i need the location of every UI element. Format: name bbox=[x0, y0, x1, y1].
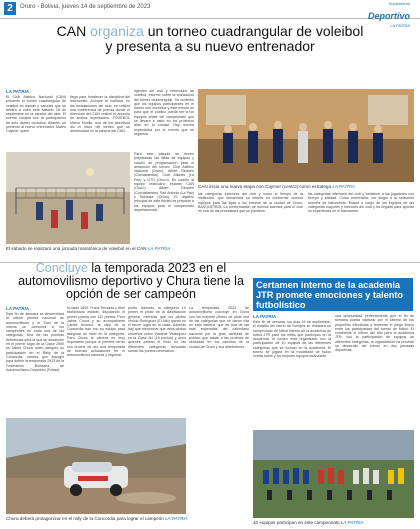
article-1-col-6: las categorías inferiores del club y fortalecer a los jugadores con tiempo y calidad. Como entrenador, los dirigió a la selección orureña de baloncesto. Estará a cargo de los equipos de las categorías mayores y menores del club y ha llegado para aportar su experiencia en el baloncesto. bbox=[308, 192, 414, 214]
logo-name: Deportivo bbox=[367, 11, 410, 21]
article-1-kicker: LA PATRIA bbox=[6, 89, 30, 94]
article-1-title-pre: CAN bbox=[56, 23, 91, 39]
page-number: 2 bbox=[4, 2, 16, 15]
dateline: Oruro - Bolivia, jueves 14 de septiembre de 2023 bbox=[20, 4, 151, 10]
volleyball-photo-image bbox=[6, 152, 130, 244]
article-2-col-1: Este fin de semana se desarrollará la última prueba nacional de automovilismo y el Saul de la misma se conocerá a los campeones en cada una de las categorías. Una de las pruebas definitorias será la que se desarrolle en el primer lugar de la Clase 2500 es Jaime Chura quien aseguró su participación en el Rally de la Concordia, carrera que escogió para definir la temporada 2023 de la Federación Boliviana de Automovilismo Deportivo (Febad). bbox=[6, 312, 64, 372]
article-2-kicker: LA PATRIA bbox=[6, 306, 30, 311]
article-3-col-2: una oportunidad perfectamente que el fin de semana pueda capturar por el talento de los pequeños futbolistas y fomentar el juego limpio entre los participantes del torneo de fútbol. El continente el último del año para la academia JTR; con la participación de equipos de diferentes categorías, la organización ha previsto un desarrollo del torneo en dos jornadas deportivas. bbox=[335, 314, 414, 353]
article-1-col-4: Para este sábado se tienen preparadas las listas de equipos y cuadro de programación para el desarrollo del torneo: Club Atlético Nacional (Oruro), Albert Einstein (Cochabamba), Club Atlantis (La Paz) y UTO (Oruro). En cuanto al equipo masculino estarán CAN (Oruro), Albert Einstein (Cochabamba), San Antonio (La Paz) y Ekklesia (Oruro). El objetivo principal de este torneo es preparar a los equipos para el campeonato departamental. bbox=[134, 152, 194, 212]
article-2-col-4: La temporada 2023 de automovilismo concluye en Oruro con los mejores pilotos de cada una de las categorías que se darán cita en esta carrera, que es una de las más esperadas del calendario nacional por la gran cantidad de público que asiste a las pruebas de velocidad en los caminos de la ciudad de Oruro y sus alrededores. bbox=[189, 306, 249, 349]
caption-text: CAN inicia una nueva etapa con Caymer (centro) como estratega bbox=[198, 184, 332, 189]
article-1-col-3: rigentes del club y entrenador de voleibol, informó sobre la realización del torneo cuadrangular. Se confirmó que los equipos participantes en el torneo son cochalos y este evento es para que el público pueda ver a los equipos antes del campeonato que se llevará a cabo en los próximos días en la ciudad. Hay mucha expectativa por el evento que se organiza. bbox=[134, 89, 194, 136]
rally-photo bbox=[6, 418, 186, 514]
caption-text: El sábado se realizará una jornada maratónica de voleibol en el CAN bbox=[6, 246, 147, 251]
article-3-kicker: LA PATRIA bbox=[253, 314, 277, 319]
team-photo bbox=[198, 89, 414, 182]
football-photo-caption bbox=[253, 520, 414, 525]
article-1-col-5: las categorías inferiores del club y como el tiempo de la institución, que demuestra su interés en conformar nuevos equipos para las ligas y los torneos de la ciudad de Oruro. BASQUETBOL La conformación de nuevos talentos para el club es una de las prioridades que se plantean. bbox=[198, 192, 303, 214]
football-photo-image bbox=[253, 430, 414, 518]
article-2-title-accent: Concluye bbox=[35, 261, 88, 275]
football-photo bbox=[253, 430, 414, 518]
caption-text: Chura deberá protagonizar en el rally de la Concordia para lograr el campeón bbox=[6, 516, 164, 521]
article-2-col-2: la clase 1600, Franz Terrazas y Abel Maldonado estarán disputando el primer puesto con 132 puntos. Pero Jaime Chura y su acompañante Carlos Alvarez, al rally de la Concordia irán con su equipo para asegurar su título en la categoría. Para Chura la carrera es muy importante porque le permite cerrar con broche de oro una temporada de buenas actuaciones en el automovilismo nacional y regional. bbox=[67, 306, 125, 358]
article-2-col-3: punto. Además, la categoría 1X primer el piloto de la clasificación general, mientras que los pilotos Vinicio Rodríguez (El Alto) quedó en el tercer lugar en la clase. Además hay que mencionar que otros pilotos orureños como Vladimir Velásquez en la Clase N4 (16 puntos) y otros quienes pelean el título en las diferentes categorías buscarán sumar los puntos necesarios. bbox=[128, 306, 186, 353]
caption-credit: LA PATRIA bbox=[340, 520, 364, 525]
article-3-col-1: Este fin de semana, los días 16 de septiembre, el estadio del barrio de Sorojchi se realizará un campeonato de fútbol interno de la academia de fútbol JTR para los niños que participan en la academia, el torneo está organizado con la participación de 10 equipos de las diferentes categorías que se forman en la academia. El torneo se jugará en la modalidad de todos contra todos y los mejores equipos avanzarán. bbox=[253, 320, 331, 359]
caption-credit: LA PATRIA bbox=[332, 184, 355, 189]
volleyball-photo bbox=[6, 152, 130, 244]
logo-sub: LA PATRIA bbox=[390, 23, 410, 28]
article-1-col-2: llega para fortalecer la disciplina del baloncesto. Aunque la mañana, en las instalaciones del club, se realizó una conferencia de prensa donde el directorio del CAN realizó el anuncio de ambos importantes. FOGEBOL Marco Murillo, uno de los directivos dio el inicio del torneo que se desarrollará en la cancha del CAN. bbox=[70, 95, 130, 134]
article-2-headline bbox=[6, 262, 256, 301]
article-1-col-1: El Club Atlético Nacional (CAN) presentó el torneo cuadrangular de voleibol en damas y varones que se llevará a cabo este sábado 16 de septiembre en la cancha del club. El evento contará con la participación de sólo clubes cochalos: Atlantis, se presentó al nuevo entrenador, Mateo Caymer, quien bbox=[6, 95, 66, 134]
article-1-headline bbox=[55, 24, 365, 54]
volleyball-photo-caption bbox=[6, 246, 196, 251]
section-logo bbox=[354, 1, 410, 28]
caption-text: 10 equipos participan en este campeonato bbox=[253, 520, 340, 525]
article-2-title-rest: la temporada 2023 en el automovilismo deportivo y Chura tiene la opción de ser campeón bbox=[18, 261, 244, 301]
page-header bbox=[0, 0, 420, 28]
rally-photo-caption bbox=[6, 516, 191, 521]
article-3-headline: Certamen interno de la academia JTR promete emociones y talento futbolístico bbox=[256, 280, 404, 311]
caption-credit: LA PATRIA bbox=[147, 246, 171, 251]
logo-super: Suplemento bbox=[388, 1, 410, 6]
rally-photo-image bbox=[6, 418, 186, 514]
caption-credit: LA PATRIA bbox=[165, 516, 188, 521]
team-photo-caption bbox=[198, 184, 414, 189]
team-photo-image bbox=[198, 89, 414, 182]
article-1-title-accent: organiza bbox=[90, 23, 144, 39]
article-3-headline-box bbox=[253, 278, 413, 311]
article-1-title-rest: un torneo cuadrangular de voleibol y presenta a su nuevo entrenador bbox=[105, 23, 364, 54]
